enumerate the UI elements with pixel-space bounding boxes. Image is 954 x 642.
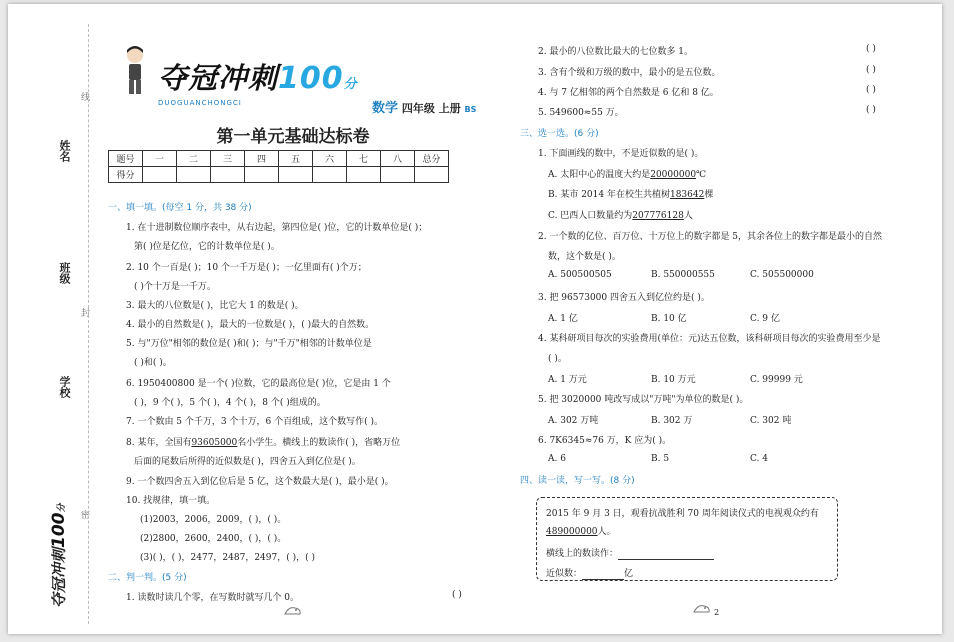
brand-logo-unit: 分 — [343, 77, 358, 92]
choice-1-c-post: 人 — [683, 211, 693, 221]
choice-2b: 数，这个数是( )。 — [548, 252, 621, 262]
approx-blank[interactable] — [582, 569, 624, 580]
question-8a-post: 名小学生。横线上的数读作( )，省略万位 — [237, 438, 401, 448]
binding-dash-line — [88, 24, 89, 624]
student-mascot-icon — [120, 44, 150, 98]
choice-3-option-a[interactable]: A. 1 亿 — [548, 314, 578, 324]
question-2a: 2. 10 个一百是( )；10 个一千万是( )；一亿里面有( )个万； — [126, 263, 367, 273]
choice-2-option-c[interactable]: C. 505500000 — [750, 270, 814, 280]
reading-line-2 — [546, 524, 616, 537]
choice-6-option-b[interactable]: B. 5 — [651, 454, 670, 464]
score-header-cell: 五 — [279, 151, 313, 167]
choice-4-option-a[interactable]: A. 1 万元 — [548, 375, 587, 385]
class-label: 班级 — [58, 262, 71, 284]
choice-1: 1. 下面画线的数中，不是近似数的是( )。 — [538, 149, 704, 159]
choice-1-c-pre: C. 巴西人口数量约为 — [548, 211, 633, 221]
brand-logo-text: 夺冠冲刺 — [158, 61, 279, 95]
question-10-3: (3)( )，( )，2477，2487，2497，( )，( ) — [140, 553, 315, 563]
choice-1-a-post: ℃ — [696, 170, 707, 180]
exam-sheet — [8, 4, 942, 634]
score-header-cell: 三 — [211, 151, 245, 167]
question-1a: 1. 在十进制数位顺序表中，从右边起，第四位是( )位，它的计数单位是( )； — [126, 223, 428, 233]
judge-5-answer[interactable]: ( ) — [866, 105, 876, 115]
reading-number: 489000000 — [546, 527, 598, 537]
binding-marker-seal: 封 — [81, 309, 91, 319]
question-7: 7. 一个数由 5 个千万，3 个十万，6 个百组成，这个数写作( )。 — [126, 417, 383, 427]
question-3: 3. 最大的八位数是( )，比它大 1 的数是( )。 — [126, 301, 304, 311]
judge-2-answer[interactable]: ( ) — [866, 44, 876, 54]
brand-logo-num: 100 — [278, 61, 344, 96]
score-header-cell: 七 — [347, 151, 381, 167]
judge-4-answer[interactable]: ( ) — [866, 85, 876, 95]
reading-answer-label: 横线上的数读作： — [546, 549, 619, 559]
reading-line-2-post: 人。 — [597, 527, 616, 537]
side-logo — [48, 503, 69, 608]
judge-1-answer[interactable]: ( ) — [452, 590, 462, 600]
section-judge: 二、判一判。(5 分) — [108, 573, 187, 583]
reading-line-1: 2015 年 9 月 3 日，观看抗战胜利 70 周年阅读仪式的电视观众约有 — [546, 509, 819, 519]
question-2b: ( )个十万是一千万。 — [134, 282, 216, 292]
choice-2-option-a[interactable]: A. 500500505 — [548, 270, 612, 280]
question-8b: 后面的尾数后所得的近似数是( )，四舍五入到亿位是( )。 — [134, 457, 361, 467]
grade-label: 四年级 上册 — [401, 102, 461, 115]
judge-4: 4. 与 7 亿相邻的两个自然数是 6 亿和 8 亿。 — [538, 88, 719, 98]
judge-3-answer[interactable]: ( ) — [866, 65, 876, 75]
choice-1-a-pre: A. 太阳中心的温度大约是 — [548, 170, 651, 180]
score-cell[interactable] — [415, 167, 449, 183]
side-logo-num: 100 — [49, 512, 69, 548]
score-header-cell: 四 — [245, 151, 279, 167]
score-cell[interactable] — [245, 167, 279, 183]
brand-pinyin: DUOGUANCHONGCI — [158, 99, 242, 107]
approx-row — [546, 566, 633, 580]
judge-3: 3. 含有个级和万级的数中，最小的是五位数。 — [538, 68, 721, 78]
choice-5-option-b[interactable]: B. 302 万 — [651, 416, 693, 426]
score-cell[interactable] — [347, 167, 381, 183]
choice-6: 6. 7K6345≈76 万，K 应为( )。 — [538, 436, 672, 446]
question-10-2: (2)2800，2600，2400，( )，( )。 — [140, 534, 287, 544]
score-cell[interactable] — [313, 167, 347, 183]
side-logo-unit: 分 — [57, 503, 67, 513]
choice-1-b-number: 183642 — [669, 190, 705, 200]
binding-marker-secret: 密 — [81, 511, 91, 521]
judge-2: 2. 最小的八位数比最大的七位数多 1。 — [538, 47, 694, 57]
choice-6-option-a[interactable]: A. 6 — [548, 454, 566, 464]
edition-label: BS — [464, 105, 477, 114]
choice-4b: ( )。 — [548, 354, 567, 364]
choice-3-option-c[interactable]: C. 9 亿 — [750, 314, 780, 324]
dino-icon — [692, 602, 712, 616]
dino-icon — [283, 604, 303, 618]
choice-5-option-a[interactable]: A. 302 万吨 — [548, 416, 599, 426]
score-row-label: 得分 — [109, 167, 143, 183]
score-table — [108, 150, 449, 183]
choice-1-a-number: 20000000 — [650, 170, 697, 180]
score-header-cell: 六 — [313, 151, 347, 167]
section-read-write: 四、读一读，写一写。(8 分) — [520, 476, 635, 486]
score-cell[interactable] — [143, 167, 177, 183]
choice-5: 5. 把 3020000 吨改写成以"万吨"为单位的数是( )。 — [538, 395, 749, 405]
score-cell[interactable] — [211, 167, 245, 183]
score-header-cell: 总分 — [415, 151, 449, 167]
score-header-cell: 二 — [177, 151, 211, 167]
score-table-header — [109, 151, 449, 167]
question-5a: 5. 与"万位"相邻的数位是( )和( )；与"千万"相邻的计数单位是 — [126, 339, 372, 349]
approx-unit: 亿 — [624, 569, 634, 579]
score-cell[interactable] — [381, 167, 415, 183]
question-1b: 第( )位是亿位，它的计数单位是( )。 — [134, 242, 280, 252]
question-9: 9. 一个数四舍五入到亿位后是 5 亿，这个数最大是( )，最小是( )。 — [126, 477, 394, 487]
reading-answer-blank[interactable] — [618, 549, 714, 560]
subject-grade — [372, 97, 476, 116]
choice-3: 3. 把 96573000 四舍五入到亿位约是( )。 — [538, 293, 710, 303]
page-number: 2 — [714, 608, 720, 617]
choice-1-c[interactable] — [548, 208, 693, 221]
question-5b: ( )和( )。 — [134, 358, 172, 368]
score-header-cell: 八 — [381, 151, 415, 167]
score-table-row — [109, 167, 449, 183]
judge-1: 1. 读数时读几个零，在写数时就写几个 0。 — [126, 593, 300, 603]
score-cell[interactable] — [177, 167, 211, 183]
school-label: 学校 — [58, 376, 71, 398]
question-8a-number: 93605000 — [191, 438, 238, 448]
page-title: 第一单元基础达标卷 — [216, 127, 370, 147]
choice-6-option-c[interactable]: C. 4 — [750, 454, 769, 464]
reading-answer-row — [546, 546, 714, 560]
question-8a-pre: 8. 某年，全国有 — [126, 438, 192, 448]
question-8a — [126, 435, 400, 448]
question-6a: 6. 1950400800 是一个( )位数，它的最高位是( )位，它是由 1 个 — [126, 379, 391, 389]
choice-1-b-post: 棵 — [704, 190, 714, 200]
choice-1-c-number: 207776128 — [632, 211, 684, 221]
choice-4-option-b[interactable]: B. 10 万元 — [651, 375, 696, 385]
side-logo-text: 夺冠冲刺 — [50, 547, 68, 608]
section-fill-in: 一、填一填。(每空 1 分，共 38 分) — [108, 203, 252, 213]
choice-1-b[interactable] — [548, 187, 713, 200]
choice-4-option-c[interactable]: C. 99999 元 — [750, 375, 803, 385]
choice-2a: 2. 一个数的亿位、百万位、十万位上的数字都是 5，其余各位上的数字都是最小的自然 — [538, 232, 883, 242]
name-label: 姓名 — [58, 140, 71, 162]
approx-label: 近似数： — [546, 569, 583, 579]
subject-label: 数学 — [372, 101, 399, 116]
section-choose: 三、选一选。(6 分) — [520, 129, 599, 139]
judge-5: 5. 549600≈55 万。 — [538, 108, 624, 118]
question-6b: ( )，9 个( )，5 个( )，4 个( )，8 个( )组成的。 — [134, 398, 326, 408]
choice-1-b-pre: B. 某市 2014 年在校生共植树 — [548, 190, 670, 200]
question-10: 10. 找规律，填一填。 — [126, 496, 216, 506]
choice-3-option-b[interactable]: B. 10 亿 — [651, 314, 687, 324]
choice-5-option-c[interactable]: C. 302 吨 — [750, 416, 792, 426]
brand-logo — [158, 56, 358, 97]
question-10-1: (1)2003，2006，2009，( )，( )。 — [140, 515, 287, 525]
score-cell[interactable] — [279, 167, 313, 183]
question-4: 4. 最小的自然数是( )，最大的一位数是( )，( )最大的自然数。 — [126, 320, 375, 330]
choice-2-option-b[interactable]: B. 550000555 — [651, 270, 715, 280]
score-header-cell: 题号 — [109, 151, 143, 167]
score-header-cell: 一 — [143, 151, 177, 167]
choice-4a: 4. 某科研项目每次的实验费用(单位：元)达五位数，该科研项目每次的实验费用至少是 — [538, 334, 881, 344]
binding-marker-line: 线 — [81, 93, 91, 103]
choice-1-a[interactable] — [548, 167, 706, 180]
